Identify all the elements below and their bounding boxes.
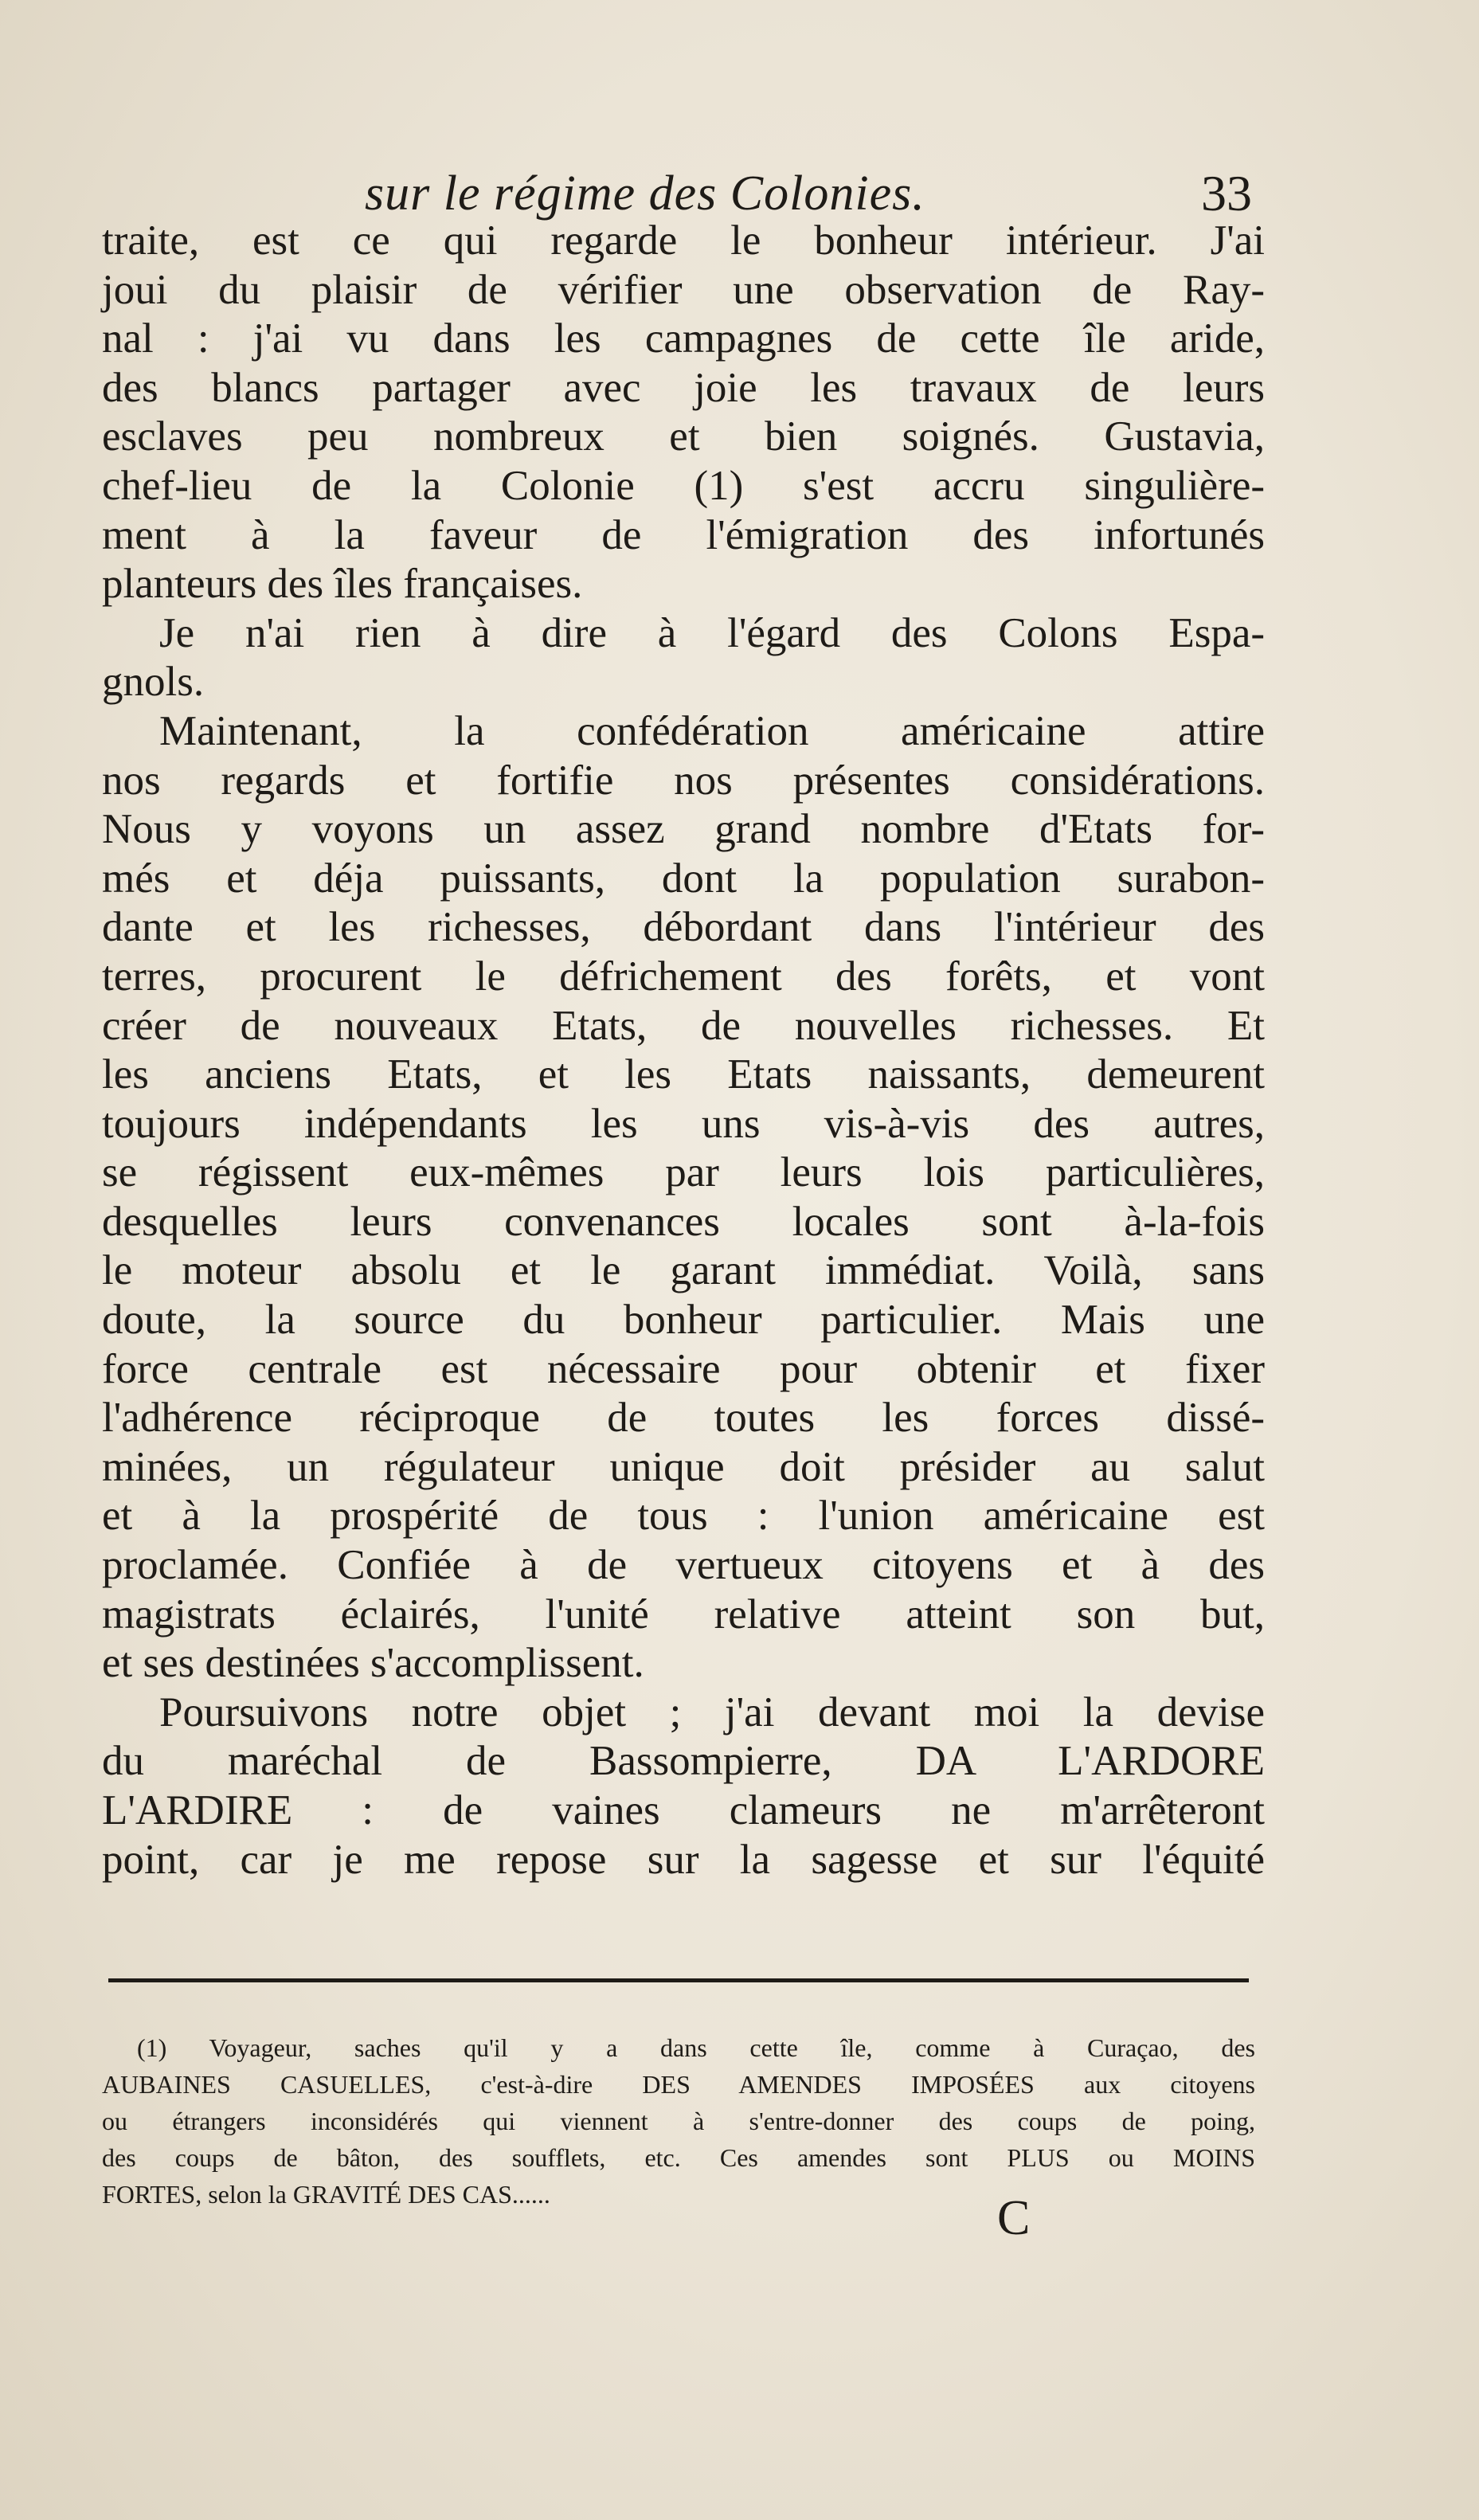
text-line: et à la prospérité de tous : l'union américaine est (102, 1493, 1265, 1540)
text-line: gnols. (102, 659, 205, 706)
text-line: proclamée. Confiée à de vertueux citoyens et à des (102, 1542, 1265, 1589)
footnotes (102, 2029, 1255, 2213)
text-line: nal : j'ai vu dans les campagnes de cette île aride, (102, 315, 1265, 362)
text-line: des blancs partager avec joie les travaux de leurs (102, 364, 1265, 411)
text-line: doute, la source du bonheur particulier. Mais une (102, 1297, 1265, 1344)
text-line: le moteur absolu et le garant immédiat. Voilà, sans (102, 1247, 1265, 1294)
running-title: sur le régime des Colonies. (365, 166, 925, 221)
text-line: terres, procurent le défrichement des forêts, et vont (102, 953, 1265, 1000)
text-line: du maréchal de Bassompierre, DA L'ARDORE (102, 1738, 1265, 1785)
text-line: traite, est ce qui regarde le bonheur intérieur. J'ai (102, 217, 1265, 264)
text-line: ment à la faveur de l'émigration des infortunés (102, 511, 1265, 558)
page-number: 33 (1201, 165, 1252, 221)
text-line: Maintenant, la confédération américaine attire (159, 707, 1265, 754)
text-line: force centrale est nécessaire pour obtenir et fixer (102, 1345, 1265, 1392)
footnote-line: AUBAINES CASUELLES, c'est-à-dire DES AMENDES IMPOSÉES aux citoyens (102, 2070, 1255, 2099)
text-line: Poursuivons notre objet ; j'ai devant moi la devise (159, 1688, 1265, 1735)
text-line: dante et les richesses, débordant dans l'intérieur des (102, 904, 1265, 951)
text-line: Je n'ai rien à dire à l'égard des Colons Espa- (159, 609, 1265, 656)
text-line: joui du plaisir de vérifier une observation de Ray- (102, 266, 1265, 313)
text-line: esclaves peu nombreux et bien soignés. Gustavia, (102, 413, 1265, 460)
text-line: point, car je me repose sur la sagesse et sur l'équité (102, 1836, 1265, 1883)
text-line: toujours indépendants les uns vis-à-vis des autres, (102, 1100, 1265, 1147)
text-line: créer de nouveaux Etats, de nouvelles richesses. Et (102, 1002, 1265, 1049)
footnote-line: (1) Voyageur, saches qu'il y a dans cette île, comme à Curaçao, des (137, 2033, 1255, 2062)
footnote-rule (108, 1978, 1249, 1982)
text-line: planteurs des îles françaises. (102, 561, 583, 608)
footnote-line: FORTES, selon la GRAVITÉ DES CAS...... (102, 2180, 550, 2209)
text-line: se régissent eux-mêmes par leurs lois particulières, (102, 1149, 1265, 1196)
text-line: desquelles leurs convenances locales sont à-la-fois (102, 1198, 1265, 1245)
text-line: més et déja puissants, dont la population surabon- (102, 855, 1265, 902)
text-line: et ses destinées s'accomplissent. (102, 1640, 644, 1687)
text-line: magistrats éclairés, l'unité relative atteint son but, (102, 1591, 1265, 1638)
footnote-line: ou étrangers inconsidérés qui viennent à s'entre-donner des coups de poing, (102, 2107, 1255, 2135)
text-line: minées, un régulateur unique doit présider au salut (102, 1443, 1265, 1490)
footnote-line: des coups de bâton, des soufflets, etc. Ces amendes sont PLUS ou MOINS (102, 2143, 1255, 2172)
text-line: les anciens Etats, et les Etats naissants, demeurent (102, 1051, 1265, 1098)
text-line: nos regards et fortifie nos présentes considérations. (102, 757, 1265, 804)
text-line: L'ARDIRE : de vaines clameurs ne m'arrêteront (102, 1787, 1265, 1833)
signature-mark: C (997, 2191, 1031, 2245)
main-text (102, 217, 1265, 1884)
text-line: Nous y voyons un assez grand nombre d'Etats for- (102, 806, 1265, 853)
text-line: chef-lieu de la Colonie (1) s'est accru singulière- (102, 462, 1265, 509)
text-line: l'adhérence réciproque de toutes les forces dissé- (102, 1395, 1265, 1442)
